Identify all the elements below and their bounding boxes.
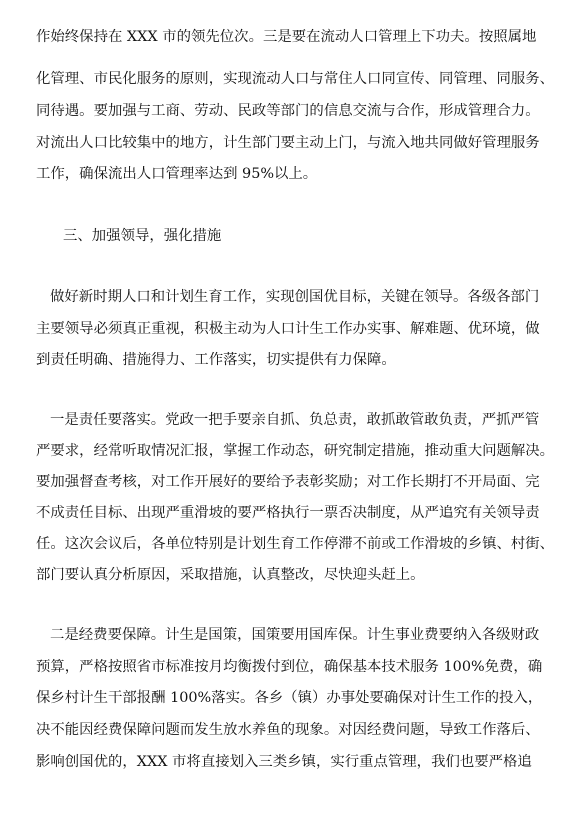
text-line: 保乡村计生干部报酬 100%落实。各乡（镇）办事处要确保对计生工作的投入， [36,690,543,706]
text-line: 预算，严格按照省市标准按月均衡拨付到位，确保基本技术服务 100%免费，确 [36,659,543,675]
text-line: 任。这次会议后，各单位特别是计划生育工作停滞不前或工作滑坡的乡镇、村街、 [36,536,555,552]
text-line: 影响创国优的，XXX 市将直接划入三类乡镇，实行重点管理，我们也要严格追 [36,754,532,770]
text-line: 严要求，经常听取情况汇报，掌握工作动态，研究制定措施，推动重大问题解决。 [36,443,555,459]
text-line: 要加强督查考核，对工作开展好的要给予表彰奖励；对工作长期打不开局面、完 [36,474,540,490]
text-line: 做好新时期人口和计划生育工作，实现创国优目标，关键在领导。各级各部门 [50,289,540,305]
section-heading: 三、加强领导，强化措施 [63,228,222,244]
text-line: 决不能因经费保障问题而发生放水养鱼的现象。对因经费问题，导致工作落后、 [36,722,540,738]
text-line: 对流出人口比较集中的地方，计生部门要主动上门，与流入地共同做好管理服务 [36,135,540,151]
text-line: 不成责任目标、出现严重滑坡的要严格执行一票否决制度，从严追究有关领导责 [36,505,540,521]
text-line: 同待遇。要加强与工商、劳动、民政等部门的信息交流与合作，形成管理合力。 [36,103,540,119]
text-line: 到责任明确、措施得力、工作落实，切实提供有力保障。 [36,352,396,368]
text-line: 化管理、市民化服务的原则，实现流动人口与常住人口同宣传、同管理、同服务、 [36,71,555,87]
text-line: 作始终保持在 XXX 市的领先位次。三是要在流动人口管理上下功夫。按照属地 [36,29,537,45]
text-line: 一是责任要落实。党政一把手要亲自抓、负总责，敢抓敢管敢负责，严抓严管 [50,412,540,428]
text-line: 主要领导必须真正重视，积极主动为人口计生工作办实事、解难题、优环境，做 [36,321,540,337]
text-line: 二是经费要保障。计生是国策，国策要用国库保。计生事业费要纳入各级财政 [50,627,540,643]
text-line: 部门要认真分析原因，采取措施，认真整改，尽快迎头赶上。 [36,567,425,583]
text-line: 工作，确保流出人口管理率达到 95%以上。 [36,166,318,182]
